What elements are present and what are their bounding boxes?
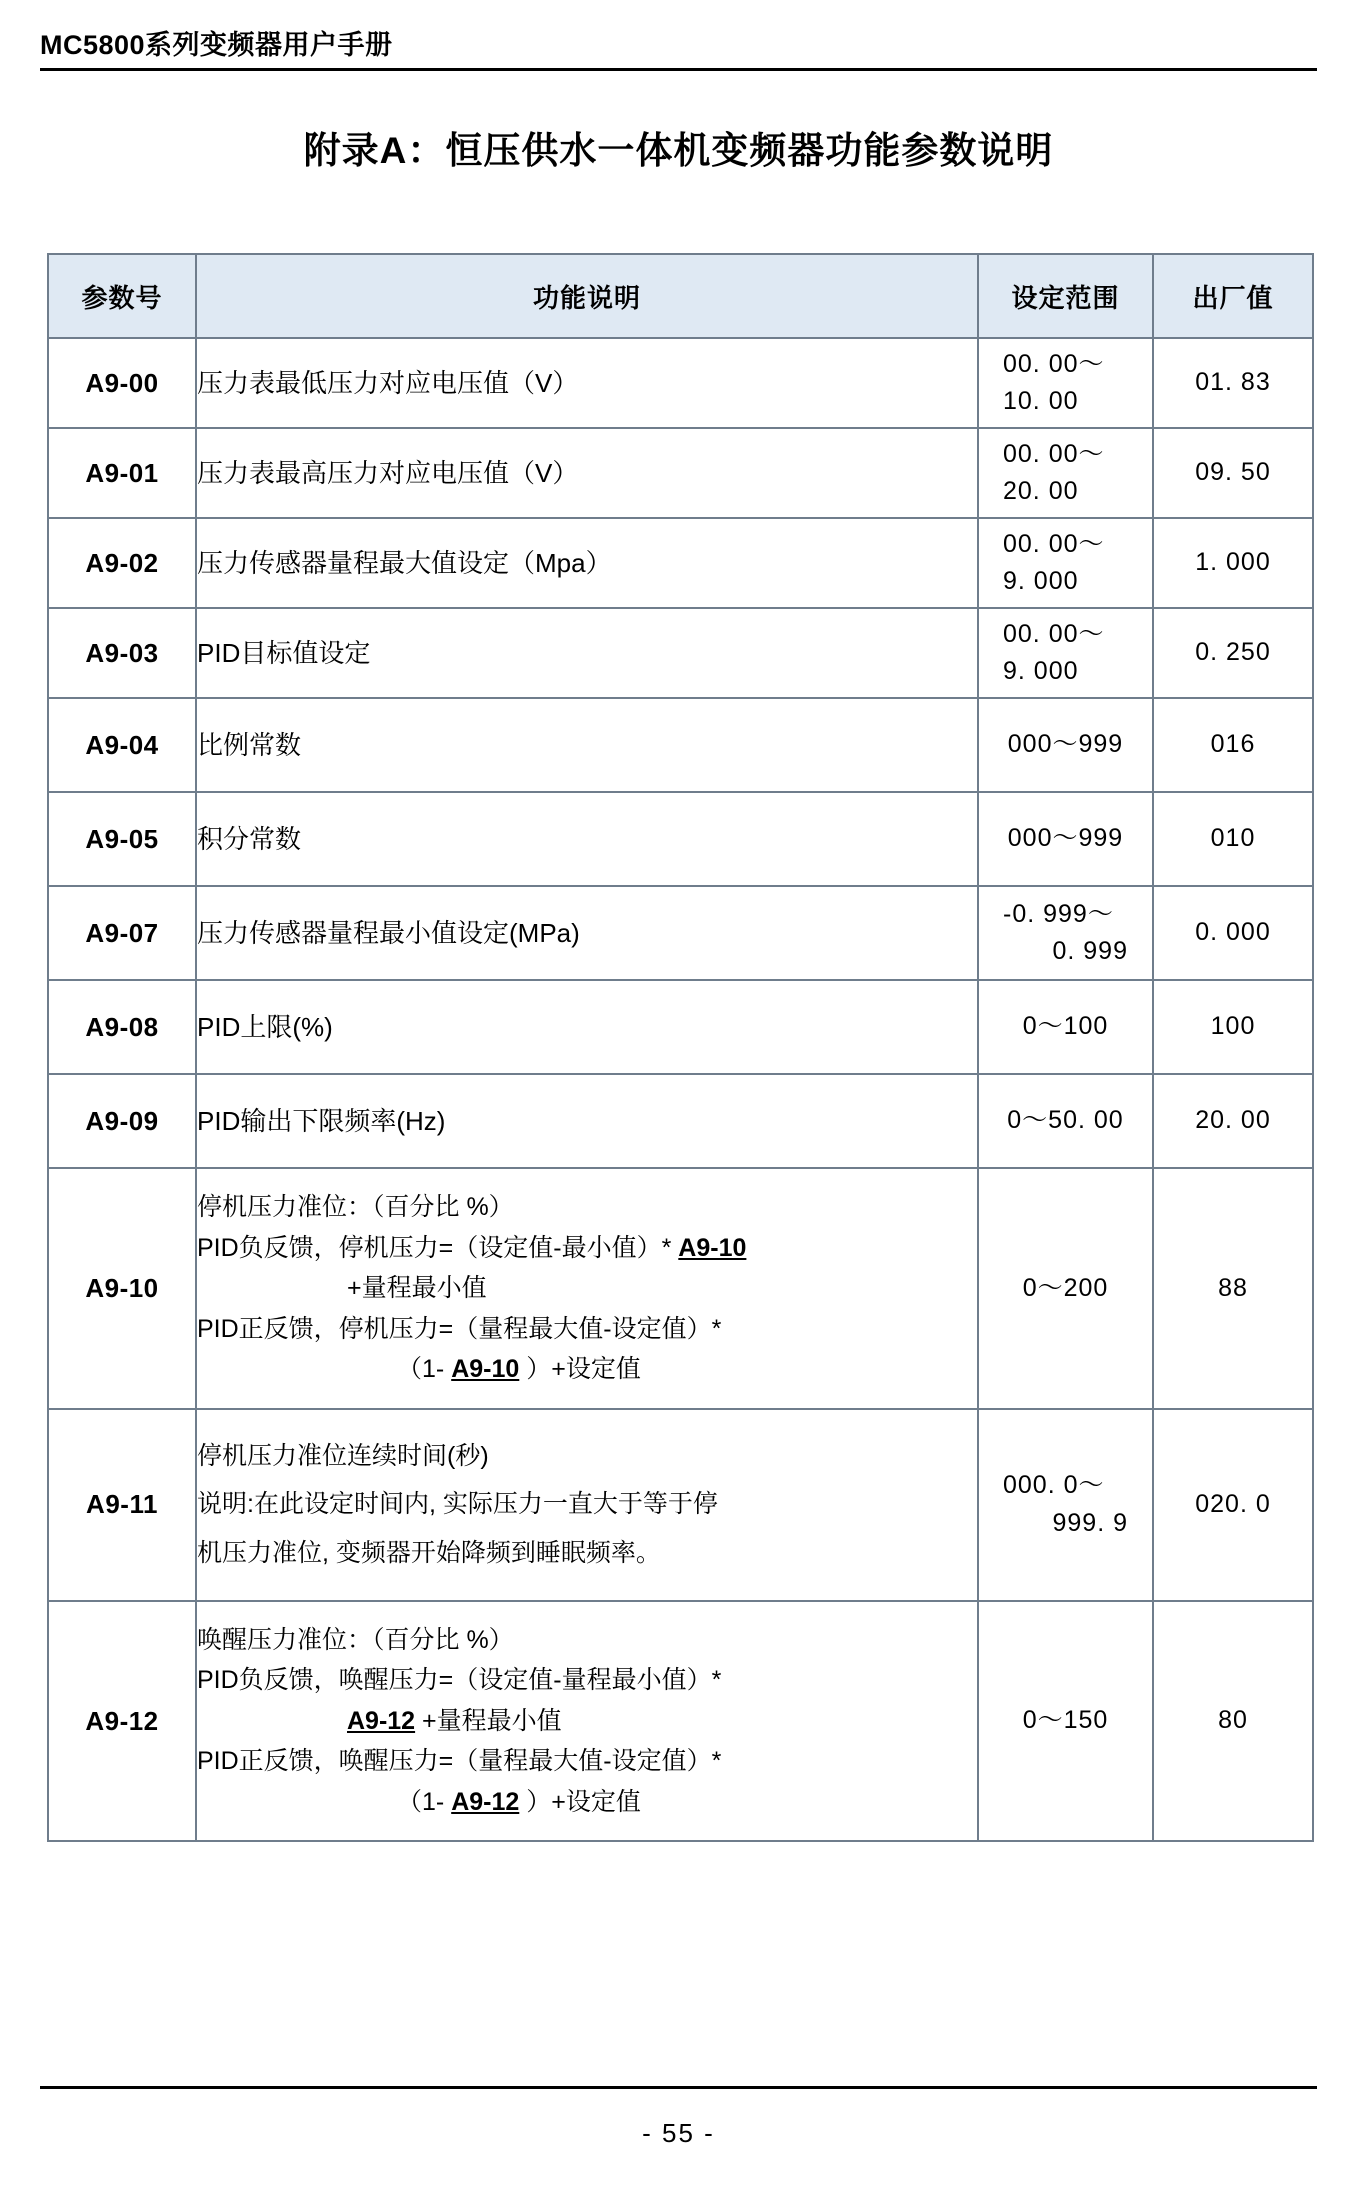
param-description: 比例常数 <box>196 698 978 792</box>
param-code: A9-09 <box>48 1074 196 1168</box>
param-factory-value: 0. 000 <box>1153 886 1313 980</box>
param-range-line1: 00. 00～ <box>1003 439 1105 468</box>
desc-line: PID负反馈，唤醒压力=（设定值-量程最小值）* <box>197 1666 722 1695</box>
param-range: 0～100 <box>978 980 1153 1074</box>
parameter-table-container <box>47 253 1312 1842</box>
param-range: 000～999 <box>978 792 1153 886</box>
param-factory-value: 09. 50 <box>1153 428 1313 518</box>
param-description: PID上限(%) <box>196 980 978 1074</box>
page-number: - 55 - <box>642 2118 715 2148</box>
table-row <box>48 698 1313 792</box>
param-description: 压力传感器量程最大值设定（Mpa） <box>196 518 978 608</box>
param-code: A9-04 <box>48 698 196 792</box>
param-code: A9-08 <box>48 980 196 1074</box>
param-factory-value: 88 <box>1153 1168 1313 1409</box>
param-code: A9-05 <box>48 792 196 886</box>
param-code: A9-01 <box>48 428 196 518</box>
table-row <box>48 1168 1313 1409</box>
desc-text: （1- <box>397 1787 445 1816</box>
param-description: PID目标值设定 <box>196 608 978 698</box>
param-range: 0～50. 00 <box>978 1074 1153 1168</box>
param-range-line2: 9. 000 <box>1003 657 1079 685</box>
param-description <box>196 1409 978 1601</box>
table-row <box>48 1074 1313 1168</box>
desc-text: PID负反馈，停机压力=（设定值-最小值）* <box>197 1233 672 1262</box>
param-range <box>978 338 1153 428</box>
param-range-line2: 10. 00 <box>1003 387 1079 415</box>
table-row <box>48 428 1313 518</box>
header-divider <box>40 68 1317 71</box>
column-header-factory: 出厂值 <box>1153 254 1313 338</box>
desc-text: ）+设定值 <box>526 1355 641 1383</box>
desc-line: 停机压力准位：（百分比 %） <box>197 1193 514 1221</box>
param-description: 压力表最高压力对应电压值（V） <box>196 428 978 518</box>
param-factory-value: 20. 00 <box>1153 1074 1313 1168</box>
param-range <box>978 428 1153 518</box>
param-description: 压力表最低压力对应电压值（V） <box>196 338 978 428</box>
parameter-table <box>47 253 1314 1842</box>
table-row <box>48 886 1313 980</box>
desc-text: （1- <box>397 1355 445 1383</box>
param-range: 0～150 <box>978 1601 1153 1842</box>
param-description: PID输出下限频率(Hz) <box>196 1074 978 1168</box>
param-code: A9-10 <box>48 1168 196 1409</box>
table-header-row <box>48 254 1313 338</box>
param-range-line2: 9. 000 <box>1003 567 1079 595</box>
table-row <box>48 1601 1313 1842</box>
table-row <box>48 518 1313 608</box>
param-range <box>978 886 1153 980</box>
description-block <box>197 1187 977 1390</box>
param-reference-a9-10: A9-10 <box>678 1233 747 1262</box>
param-factory-value: 100 <box>1153 980 1313 1074</box>
description-block <box>197 1432 977 1578</box>
param-code: A9-00 <box>48 338 196 428</box>
param-factory-value: 016 <box>1153 698 1313 792</box>
table-row <box>48 338 1313 428</box>
desc-line <box>197 1782 977 1823</box>
desc-text: +量程最小值 <box>422 1706 562 1735</box>
param-description: 积分常数 <box>196 792 978 886</box>
desc-line: PID正反馈，停机压力=（量程最大值-设定值）* <box>197 1314 722 1343</box>
param-factory-value: 1. 000 <box>1153 518 1313 608</box>
param-range-line1: 00. 00～ <box>1003 349 1105 378</box>
desc-line: 说明:在此设定时间内, 实际压力一直大于等于停 <box>197 1490 718 1519</box>
param-factory-value: 0. 250 <box>1153 608 1313 698</box>
param-description <box>196 1601 978 1842</box>
param-range <box>978 608 1153 698</box>
param-range: 000～999 <box>978 698 1153 792</box>
param-range <box>978 518 1153 608</box>
table-row <box>48 980 1313 1074</box>
param-range: 0～200 <box>978 1168 1153 1409</box>
page-title: 附录A：恒压供水一体机变频器功能参数说明 <box>303 130 1054 171</box>
param-factory-value: 01. 83 <box>1153 338 1313 428</box>
param-range-line2: 999. 9 <box>1052 1508 1128 1537</box>
param-range-line2: 20. 00 <box>1003 477 1079 505</box>
param-description <box>196 1168 978 1409</box>
param-code: A9-07 <box>48 886 196 980</box>
param-factory-value: 80 <box>1153 1601 1313 1842</box>
param-factory-value: 020. 0 <box>1153 1409 1313 1601</box>
column-header-description: 功能说明 <box>196 254 978 338</box>
desc-text: ）+设定值 <box>526 1787 641 1816</box>
param-range-line1: 000. 0～ <box>1003 1471 1105 1500</box>
desc-line: 唤醒压力准位：（百分比 %） <box>197 1625 514 1654</box>
description-block <box>197 1620 977 1823</box>
column-header-range: 设定范围 <box>978 254 1153 338</box>
param-code: A9-03 <box>48 608 196 698</box>
param-range-line1: -0. 999～ <box>1003 899 1114 928</box>
page-header <box>40 28 1317 72</box>
desc-line: PID正反馈，唤醒压力=（量程最大值-设定值）* <box>197 1747 722 1776</box>
table-row <box>48 608 1313 698</box>
param-range <box>978 1409 1153 1601</box>
desc-line <box>197 1228 977 1269</box>
param-code: A9-12 <box>48 1601 196 1842</box>
param-factory-value: 010 <box>1153 792 1313 886</box>
column-header-code: 参数号 <box>48 254 196 338</box>
param-reference-a9-10: A9-10 <box>451 1355 520 1383</box>
param-code: A9-02 <box>48 518 196 608</box>
desc-line: 机压力准位, 变频器开始降频到睡眠频率。 <box>197 1539 661 1567</box>
running-title: MC5800系列变频器用户手册 <box>40 30 393 60</box>
param-range-line1: 00. 00～ <box>1003 619 1105 648</box>
table-row <box>48 1409 1313 1601</box>
param-range-line2: 0. 999 <box>1052 937 1128 965</box>
desc-line <box>197 1349 977 1390</box>
table-row <box>48 792 1313 886</box>
param-range-line1: 00. 00～ <box>1003 529 1105 558</box>
param-reference-a9-12: A9-12 <box>347 1706 416 1735</box>
param-description: 压力传感器量程最小值设定(MPa) <box>196 886 978 980</box>
param-code: A9-11 <box>48 1409 196 1601</box>
footer-divider <box>40 2086 1317 2089</box>
desc-line <box>197 1701 977 1742</box>
param-reference-a9-12: A9-12 <box>451 1787 520 1816</box>
desc-line: +量程最小值 <box>347 1274 487 1302</box>
desc-line: 停机压力准位连续时间(秒) <box>197 1441 489 1470</box>
